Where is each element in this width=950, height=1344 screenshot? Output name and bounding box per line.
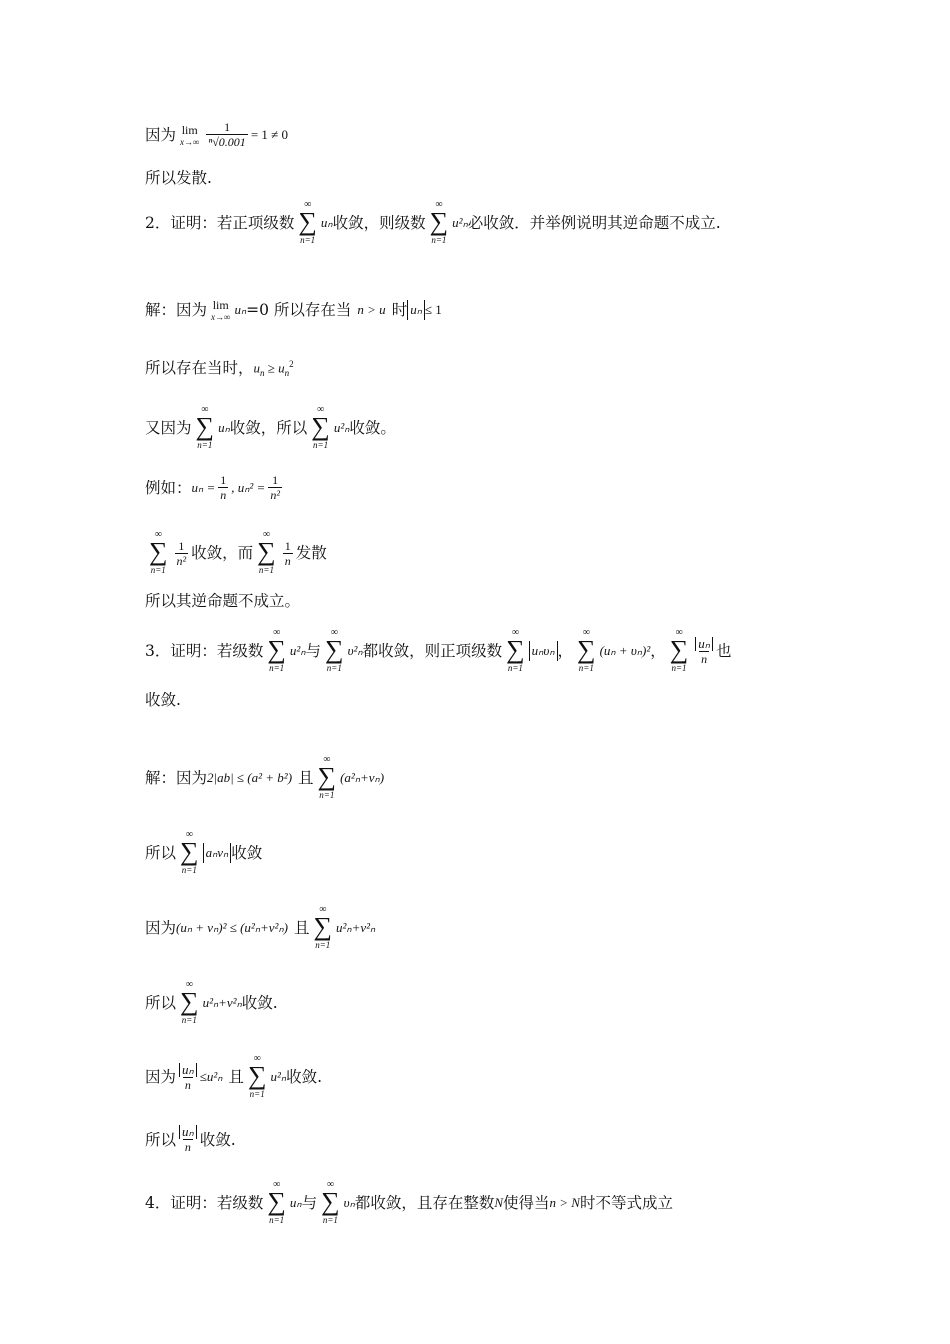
text: 必收敛．并举例说明其逆命题不成立. xyxy=(467,214,721,232)
denominator: ⁿ√0.001 xyxy=(208,135,246,149)
math: (uₙ + vₙ)² ≤ (u²ₙ+v²ₙ) xyxy=(176,920,288,935)
text: 又因为 xyxy=(145,419,192,437)
sigma: ∑ xyxy=(180,837,199,866)
sum-upper: ∞ xyxy=(154,529,162,540)
term: u²ₙ xyxy=(452,215,468,230)
lim-word: lim xyxy=(181,122,198,137)
sum-symbol xyxy=(298,200,317,246)
text: 所以 xyxy=(145,994,177,1012)
sum-upper: ∞ xyxy=(316,404,325,415)
text: 3．证明：若级数 xyxy=(145,642,264,660)
text: 也 xyxy=(715,642,732,660)
sum-upper: ∞ xyxy=(262,529,271,540)
sigma: ∑ xyxy=(180,987,199,1016)
sum-lower: n=1 xyxy=(269,663,285,673)
sum-symbol xyxy=(506,628,525,674)
sum-upper: ∞ xyxy=(319,904,327,915)
sum-lower: n=1 xyxy=(197,440,213,450)
text: 收敛。 xyxy=(349,419,396,437)
sum-upper: ∞ xyxy=(435,199,443,210)
sum-upper: ∞ xyxy=(326,1179,334,1190)
sigma: ∑ xyxy=(298,207,317,236)
fraction xyxy=(268,473,282,502)
math: uₙ = xyxy=(191,479,216,495)
sigma: ∑ xyxy=(321,1187,340,1216)
text: 收敛，则级数 xyxy=(332,214,426,232)
text: 时不等式成立 xyxy=(579,1194,673,1212)
text: 因为 xyxy=(145,1068,177,1086)
problem-3-end xyxy=(145,690,181,710)
sum-symbol xyxy=(267,1180,286,1226)
sum-lower: n=1 xyxy=(249,1089,265,1099)
sigma: ∑ xyxy=(317,762,337,791)
sum-upper: ∞ xyxy=(185,979,193,990)
sigma: ∑ xyxy=(267,635,286,664)
term: uₙ xyxy=(320,215,333,230)
conclusion-line xyxy=(145,591,300,611)
text: 使得当 xyxy=(503,1194,550,1212)
denominator: n² xyxy=(270,488,280,502)
solution3-line-6 xyxy=(145,1125,236,1154)
sum-symbol xyxy=(670,628,689,674)
sum-symbol xyxy=(267,628,286,674)
numerator: 1 xyxy=(272,473,279,487)
fraction xyxy=(283,539,293,568)
sum-upper: ∞ xyxy=(185,829,193,840)
sum-upper: ∞ xyxy=(323,754,331,765)
text: 收敛，所以 xyxy=(229,419,308,437)
text: ， xyxy=(650,642,666,660)
sum-upper: ∞ xyxy=(304,199,312,210)
text: 时 xyxy=(391,301,408,319)
denominator: n xyxy=(220,488,227,502)
sum-upper: ∞ xyxy=(273,627,281,638)
sigma: ∑ xyxy=(195,412,215,441)
text: 所以发散. xyxy=(145,169,212,187)
text: 收敛. xyxy=(241,994,278,1012)
term: uₙ xyxy=(289,1195,302,1210)
text: 例如： xyxy=(145,478,192,497)
text: 所以 xyxy=(145,844,177,862)
numerator: 1 xyxy=(224,120,231,134)
solution3-line-2 xyxy=(145,830,262,876)
math-tail: = 1 ≠ 0 xyxy=(250,126,289,142)
sum-symbol xyxy=(248,1054,267,1100)
text: ， xyxy=(557,642,574,660)
sum-symbol xyxy=(311,405,330,451)
text: 所以存在当时， xyxy=(145,359,254,378)
numerator: uₙ xyxy=(179,1063,197,1077)
limit-expr xyxy=(211,298,230,322)
line-diverge xyxy=(145,168,212,188)
denominator: n xyxy=(284,553,291,568)
text: 收敛. xyxy=(286,1068,322,1086)
text: 且 xyxy=(298,769,314,787)
text: 2．证明：若正项级数 xyxy=(145,214,295,232)
condition: n > u xyxy=(357,302,386,317)
text: 解：因为 xyxy=(145,301,208,319)
solution3-line-1 xyxy=(145,755,384,801)
text: 所以 xyxy=(145,1130,177,1149)
sigma: ∑ xyxy=(325,635,344,664)
numerator: 1 xyxy=(284,538,291,553)
sum-lower: n=1 xyxy=(326,663,342,673)
abs-term: uₙ xyxy=(407,300,425,320)
sigma: ∑ xyxy=(257,537,276,566)
sum-symbol xyxy=(321,1180,340,1226)
term: u²ₙ xyxy=(270,1069,287,1084)
solution3-line-5 xyxy=(145,1054,322,1100)
sigma: ∑ xyxy=(577,635,596,664)
sum-upper: ∞ xyxy=(511,627,519,638)
math: , uₙ² = xyxy=(231,479,266,495)
example-line xyxy=(145,473,285,502)
sigma: ∑ xyxy=(311,412,330,441)
text: 因为 xyxy=(145,919,177,937)
sum-symbol xyxy=(577,628,596,674)
sigma: ∑ xyxy=(313,912,333,941)
sum-lower: n=1 xyxy=(507,663,523,673)
sum-upper: ∞ xyxy=(582,627,590,638)
denominator: n xyxy=(701,651,708,666)
fraction xyxy=(206,120,247,149)
term: u²ₙ+v²ₙ xyxy=(202,995,242,1010)
problem-3 xyxy=(145,628,731,674)
text: 与 xyxy=(301,1194,318,1212)
denominator: n² xyxy=(176,553,187,568)
solution-line-1 xyxy=(145,298,442,322)
line-limit xyxy=(145,120,288,149)
text: 因为 xyxy=(145,125,177,144)
numerator: uₙ xyxy=(695,637,713,651)
math: n > N xyxy=(549,1195,580,1210)
numerator: uₙ xyxy=(179,1125,197,1139)
fraction xyxy=(179,1125,197,1154)
text: 4．证明：若级数 xyxy=(145,1194,264,1212)
sigma: ∑ xyxy=(267,1187,286,1216)
solution-line-3 xyxy=(145,405,396,451)
sum-lower: n=1 xyxy=(322,1215,338,1225)
sum-upper: ∞ xyxy=(330,627,338,638)
sum-upper: ∞ xyxy=(273,1179,281,1190)
solution3-line-3 xyxy=(145,905,375,951)
term: (uₙ + υₙ)² xyxy=(599,643,651,658)
math: $u_n \ge u_n^2$ xyxy=(253,359,294,378)
fraction xyxy=(218,473,228,502)
fraction xyxy=(179,1063,197,1092)
text: 与 xyxy=(305,642,322,660)
text: 收敛 xyxy=(231,844,263,862)
sigma: ∑ xyxy=(247,1061,267,1090)
math: ≤ 1 xyxy=(424,302,442,317)
problem-4 xyxy=(145,1180,673,1226)
solution-line-2 xyxy=(145,354,294,383)
sum-upper: ∞ xyxy=(201,404,209,415)
math: 2|ab| ≤ (a² + b²) xyxy=(207,770,293,785)
sum-symbol xyxy=(313,905,332,951)
abs-term: aₙvₙ xyxy=(203,843,232,863)
denominator: n xyxy=(184,1140,191,1154)
term: u²ₙ xyxy=(333,420,350,435)
sum-symbol xyxy=(318,755,337,801)
sum-symbol xyxy=(196,405,215,451)
text: 解：因为 xyxy=(145,769,208,787)
fraction xyxy=(695,637,713,666)
text: 收敛，而 xyxy=(191,544,254,562)
sum-symbol xyxy=(180,980,199,1026)
sum-upper: ∞ xyxy=(675,627,683,638)
text: 发散 xyxy=(295,544,327,562)
sum-symbol xyxy=(325,628,344,674)
sum-symbol xyxy=(430,200,449,246)
text: 都收敛，则正项级数 xyxy=(362,642,503,660)
sum-lower: n=1 xyxy=(269,1215,285,1225)
sum-lower: n=1 xyxy=(315,940,331,950)
fraction xyxy=(175,539,189,568)
text: 所以其逆命题不成立。 xyxy=(145,592,301,610)
sum-lower: n=1 xyxy=(319,790,335,800)
denominator: n xyxy=(184,1077,191,1092)
sum-lower: n=1 xyxy=(671,663,687,673)
sigma: ∑ xyxy=(149,537,168,566)
sigma: ∑ xyxy=(506,635,525,664)
solution3-line-4 xyxy=(145,980,278,1026)
sigma: ∑ xyxy=(429,207,449,236)
numerator: 1 xyxy=(220,473,227,487)
sum-lower: n=1 xyxy=(431,235,447,245)
text: 收敛. xyxy=(199,1130,236,1149)
example-series-line xyxy=(145,530,327,576)
sum-symbol xyxy=(149,530,168,576)
text: 都收敛，且存在整数 xyxy=(354,1194,495,1212)
term: u²ₙ xyxy=(289,643,306,658)
text: =0 所以存在当 xyxy=(246,301,352,319)
sum-symbol xyxy=(257,530,276,576)
sum-lower: n=1 xyxy=(300,235,316,245)
text: 收敛. xyxy=(145,691,181,709)
limit-expr xyxy=(180,123,199,147)
sum-lower: n=1 xyxy=(258,565,274,575)
math: ≤u²ₙ xyxy=(199,1069,223,1084)
term: υₙ xyxy=(343,1195,355,1210)
problem-2 xyxy=(145,200,721,246)
sigma: ∑ xyxy=(669,635,689,664)
sum-symbol xyxy=(180,830,199,876)
numerator: 1 xyxy=(178,538,185,553)
term: υ²ₙ xyxy=(347,643,363,658)
term: u²ₙ+v²ₙ xyxy=(336,920,376,935)
term: uₙ xyxy=(234,302,247,317)
sum-lower: n=1 xyxy=(313,440,329,450)
math: N xyxy=(494,1195,504,1210)
lim-sub: x→∞ xyxy=(211,312,231,322)
lim-sub: x→∞ xyxy=(180,136,200,147)
term: (a²ₙ+vₙ) xyxy=(340,770,385,785)
sum-lower: n=1 xyxy=(578,663,594,673)
sum-lower: n=1 xyxy=(150,565,166,575)
sum-lower: n=1 xyxy=(181,865,197,875)
text: 且 xyxy=(228,1068,244,1086)
text: 且 xyxy=(293,919,310,937)
lim-word: lim xyxy=(212,298,229,312)
abs-term: uₙυₙ xyxy=(529,641,558,661)
sum-lower: n=1 xyxy=(181,1015,197,1025)
term: uₙ xyxy=(218,420,230,435)
sum-upper: ∞ xyxy=(253,1053,261,1064)
